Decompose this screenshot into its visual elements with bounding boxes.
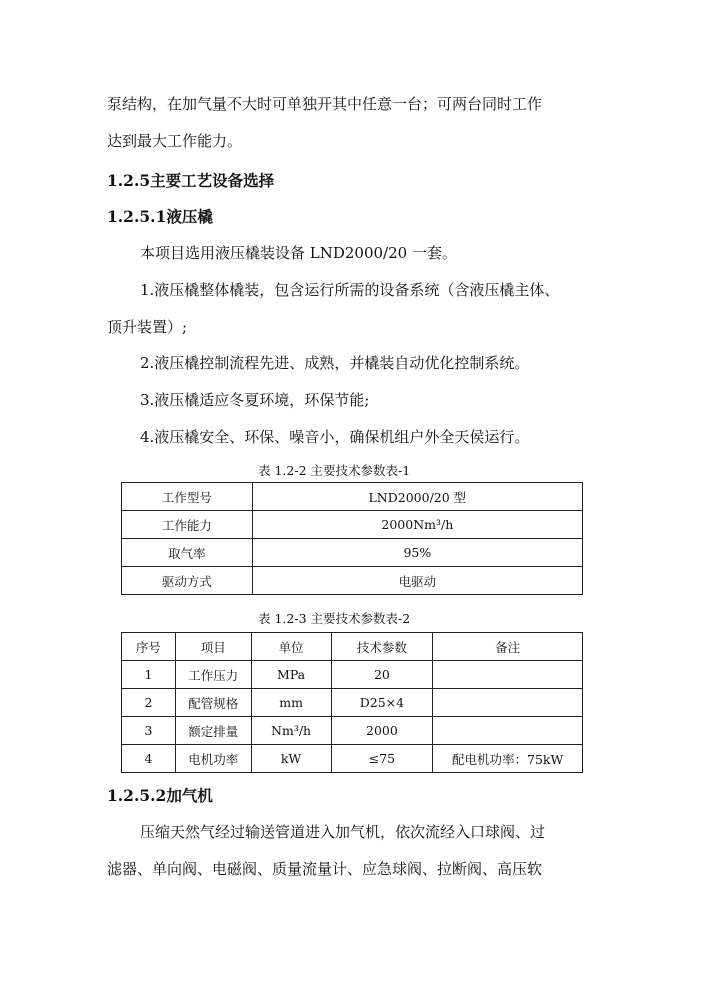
table-row [122, 539, 583, 567]
table-row [122, 689, 583, 717]
table-caption: 表 1.2-3 主要技术参数表-2 [258, 611, 411, 626]
table-cell: 配电机功率：75kW [433, 745, 583, 773]
table-cell: D25×4 [331, 689, 433, 717]
table-cell: 3 [122, 717, 176, 745]
list-item-continuation: 顶升装置）; [107, 318, 188, 336]
table-cell: 4 [122, 745, 176, 773]
table-header-cell: 备注 [433, 633, 583, 661]
table-cell: ≤75 [331, 745, 433, 773]
table-cell [433, 661, 583, 689]
table-caption: 表 1.2-2 主要技术参数表-1 [258, 463, 411, 478]
table-cell: 2000Nm³/h [252, 511, 582, 539]
table-cell: 电机功率 [175, 745, 251, 773]
table-header-cell: 项目 [175, 633, 251, 661]
table-row [122, 745, 583, 773]
table-cell: 2000 [331, 717, 433, 745]
paragraph-line: 泵结构，在加气量不大时可单独开其中任意一台；可两台同时工作 [107, 95, 543, 113]
table-cell: 2 [122, 689, 176, 717]
table-row [122, 483, 583, 511]
section-heading: 1.2.5主要工艺设备选择 [107, 171, 275, 190]
table-cell: kW [251, 745, 331, 773]
table-header-cell: 序号 [122, 633, 176, 661]
paragraph-line: 压缩天然气经过输送管道进入加气机，依次流经入口球阀、过 [140, 823, 546, 841]
list-item: 1.液压橇整体橇装，包含运行所需的设备系统（含液压橇主体、 [140, 281, 560, 299]
list-item: 4.液压橇安全、环保、噪音小，确保机组户外全天侯运行。 [140, 428, 530, 446]
table-cell: 电驱动 [252, 567, 582, 595]
table-cell: mm [251, 689, 331, 717]
list-item: 2.液压橇控制流程先进、成熟，并橇装自动优化控制系统。 [140, 354, 530, 372]
table-cell: 取气率 [122, 539, 253, 567]
table-row [122, 717, 583, 745]
table-cell: 1 [122, 661, 176, 689]
table-cell: Nm³/h [251, 717, 331, 745]
subsection-heading: 1.2.5.2加气机 [107, 786, 213, 805]
table-row [122, 511, 583, 539]
table-cell: 工作型号 [122, 483, 253, 511]
table-cell [433, 689, 583, 717]
table-row [122, 661, 583, 689]
table-cell: 20 [331, 661, 433, 689]
parameter-table-2 [121, 632, 583, 773]
subsection-heading: 1.2.5.1液压橇 [107, 207, 213, 226]
table-cell: 额定排量 [175, 717, 251, 745]
paragraph-line: 滤器、单向阀、电磁阀、质量流量计、应急球阀、拉断阀、高压软 [107, 860, 543, 878]
table-cell: MPa [251, 661, 331, 689]
table-cell: 配管规格 [175, 689, 251, 717]
table-cell: 工作能力 [122, 511, 253, 539]
table-cell: 驱动方式 [122, 567, 253, 595]
parameter-table-1 [121, 482, 583, 595]
table-cell: 工作压力 [175, 661, 251, 689]
table-cell [433, 717, 583, 745]
paragraph-line: 达到最大工作能力。 [107, 132, 243, 150]
table-cell: LND2000/20 型 [252, 483, 582, 511]
list-item: 3.液压橇适应冬夏环境，环保节能; [140, 391, 370, 409]
table-header-cell: 技术参数 [331, 633, 433, 661]
paragraph-line: 本项目选用液压橇装设备 LND2000/20 一套。 [140, 244, 457, 262]
table-header-row [122, 633, 583, 661]
table-row [122, 567, 583, 595]
table-cell: 95% [252, 539, 582, 567]
table-header-cell: 单位 [251, 633, 331, 661]
